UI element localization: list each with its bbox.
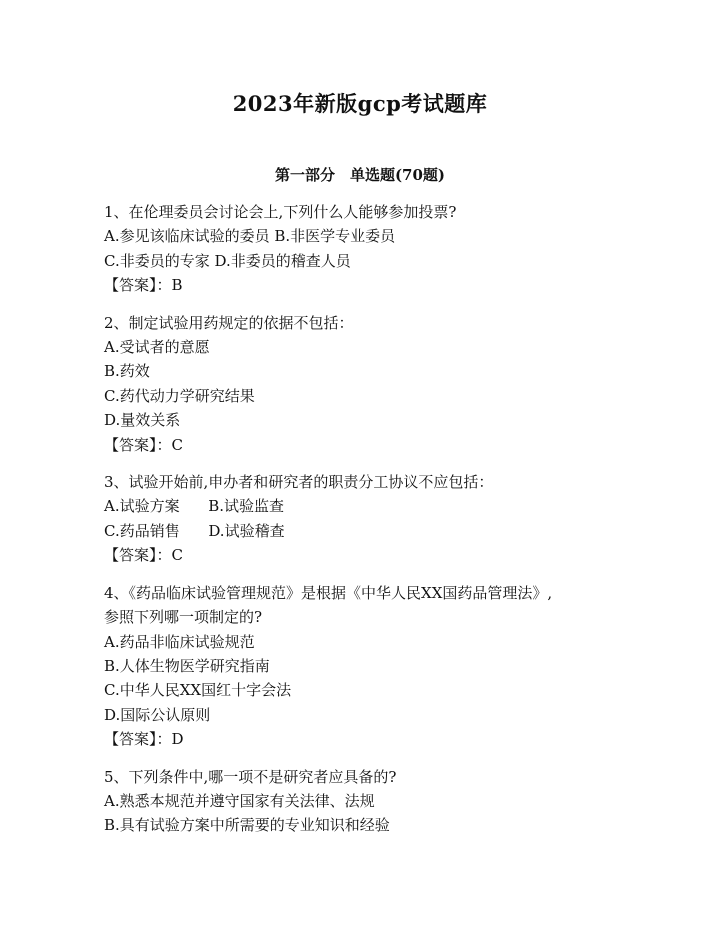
- question-1-options-ab: A.参见该临床试验的委员 B.非医学专业委员: [104, 227, 396, 246]
- question-3-options-cd: C.药品销售 D.试验稽查: [104, 521, 285, 540]
- question-2-option-d: D.量效关系: [104, 411, 181, 430]
- question-1: [104, 200, 624, 298]
- question-5-option-a: A.熟悉本规范并遵守国家有关法律、法规: [104, 791, 375, 810]
- question-2-answer: 【答案】：C: [104, 435, 183, 454]
- question-1-options-cd: C.非委员的专家 D.非委员的稽查人员: [104, 251, 351, 270]
- question-5-stem: 5、下列条件中,哪一项不是研究者应具备的?: [104, 767, 397, 786]
- question-2-option-c: C.药代动力学研究结果: [104, 386, 255, 405]
- question-2-option-b: B.药效: [104, 362, 150, 381]
- section-heading: 第一部分 单选题(70题): [274, 166, 446, 184]
- question-1-stem: 1、在伦理委员会讨论会上,下列什么人能够参加投票?: [104, 203, 457, 221]
- question-5: [104, 765, 624, 838]
- question-4: [104, 581, 624, 752]
- document-title: 2023年新版gcp考试题库: [232, 91, 488, 116]
- question-list: [104, 200, 624, 851]
- question-4-option-c: C.中华人民XX国红十字会法: [104, 681, 292, 700]
- question-3-stem: 3、试验开始前,申办者和研究者的职责分工协议不应包括：: [104, 473, 494, 492]
- question-3-answer: 【答案】：C: [104, 546, 183, 565]
- question-5-option-b: B.具有试验方案中所需要的专业知识和经验: [104, 816, 390, 835]
- question-2-option-a: A.受试者的意愿: [104, 338, 210, 357]
- question-2-stem: 2、制定试验用药规定的依据不包括：: [104, 313, 354, 332]
- question-1-answer: 【答案】：B: [104, 276, 183, 295]
- question-3: [104, 470, 624, 568]
- question-3-options-ab: A.试验方案 B.试验监查: [104, 497, 285, 516]
- question-4-option-d: D.国际公认原则: [104, 705, 211, 724]
- question-4-option-b: B.人体生物医学研究指南: [104, 656, 270, 675]
- question-4-answer: 【答案】：D: [104, 730, 184, 749]
- question-2: [104, 311, 624, 457]
- question-4-stem-line-2: 参照下列哪一项制定的?: [104, 608, 263, 627]
- question-4-option-a: A.药品非临床试验规范: [104, 632, 255, 651]
- question-4-stem-line-1: 4、《药品临床试验管理规范》是根据《中华人民XX国药品管理法》,: [104, 583, 553, 602]
